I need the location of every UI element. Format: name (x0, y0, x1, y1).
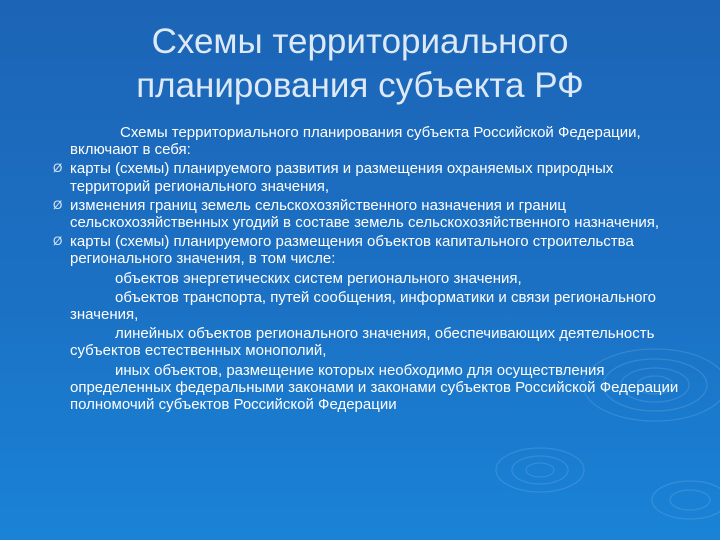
slide-body (53, 124, 685, 415)
title-line-1: Схемы территориального (151, 22, 569, 61)
intro-paragraph: Схемы территориального планирования субъекта Российской Федерации, включают в себя: (70, 124, 641, 159)
arrow-bullet-icon: Ø (53, 234, 63, 249)
sub-item: иных объектов, размещение которых необходимо для осуществления определенных федеральными законами и законами субъектов Российской Федерации полномочий субъектов Российской Федерации (70, 361, 679, 414)
title-line-2: планирования субъекта РФ (136, 66, 584, 105)
sub-item: объектов энергетических систем регионального значения, (115, 269, 522, 287)
bullet-item (53, 196, 685, 232)
sub-item: объектов транспорта, путей сообщения, информатики и связи регионального значения, (70, 288, 656, 324)
bullet-text: изменения границ земель сельскохозяйственного назначения и границ сельскохозяйственных угодий в составе земель сельскохозяйственного назначения, (70, 196, 660, 232)
bullet-item (53, 233, 685, 268)
bullet-text: карты (схемы) планируемого размещения объектов капитального строительства регионального значения, в том числе: (70, 233, 634, 268)
bullet-item (53, 160, 685, 195)
slide-title (60, 20, 660, 108)
bullet-text: карты (схемы) планируемого развития и размещения охраняемых природных территорий регионального значения, (70, 160, 614, 195)
sub-item: линейных объектов регионального значения, обеспечивающих деятельность субъектов естественных монополий, (70, 325, 655, 360)
arrow-bullet-icon: Ø (53, 197, 63, 212)
arrow-bullet-icon: Ø (53, 161, 63, 176)
